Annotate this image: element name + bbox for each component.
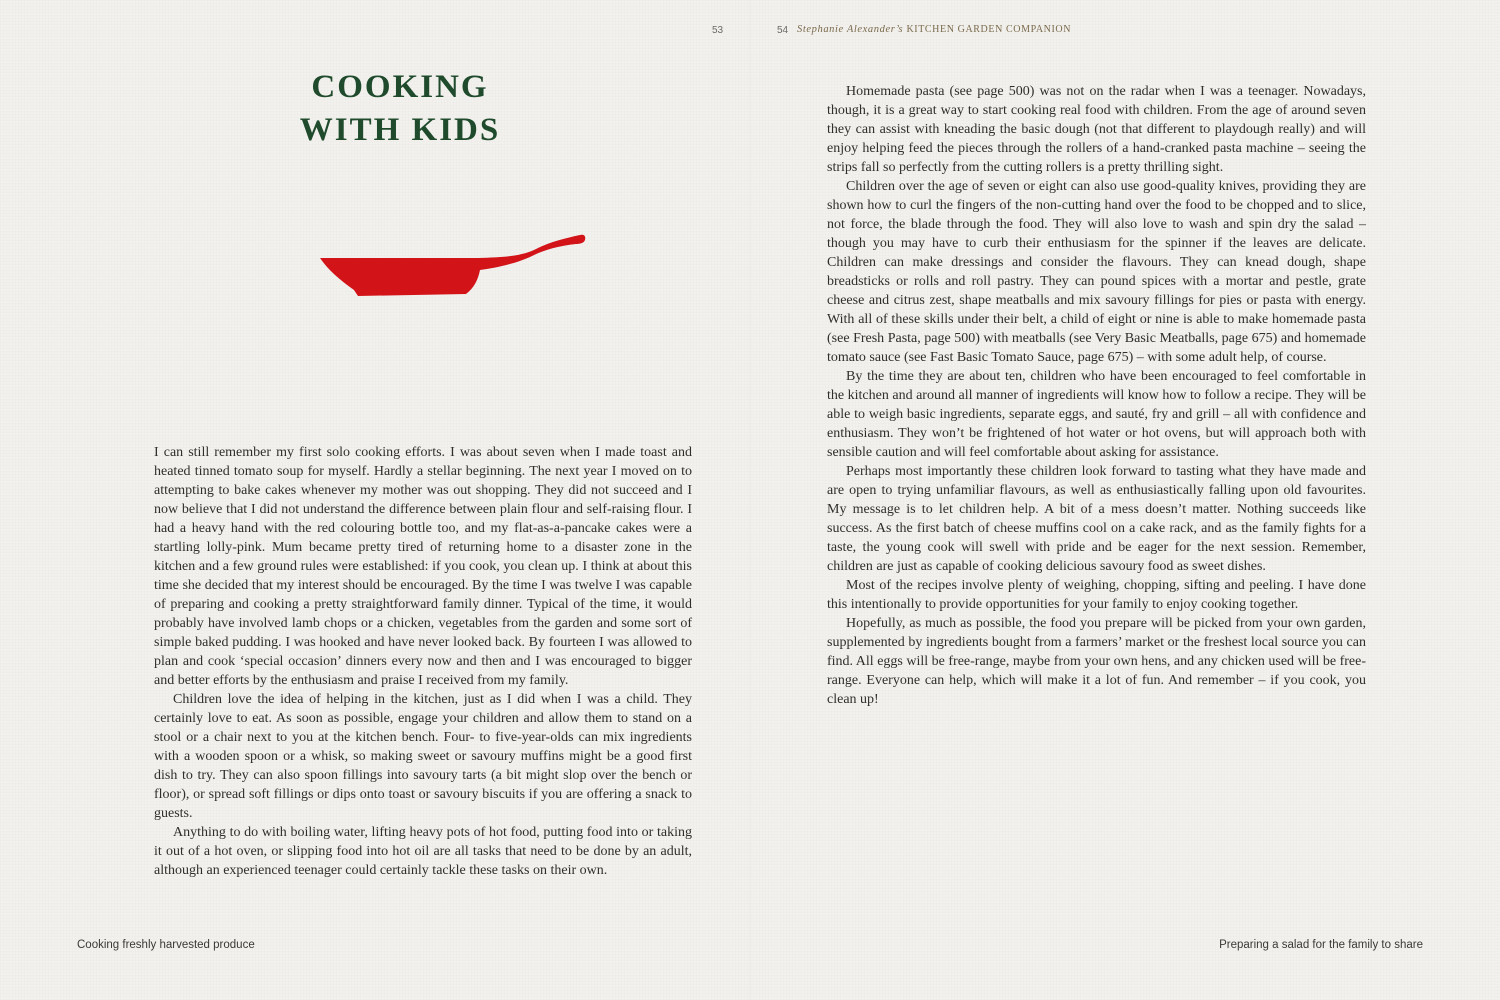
frying-pan-icon bbox=[318, 230, 588, 300]
running-head-author: Stephanie Alexander’s bbox=[797, 24, 904, 35]
paragraph: Children over the age of seven or eight can also use good-quality knives, providing they are shown how to curl the fingers of the non-cutting hand over the food to be chopped and to slice, not force, the blade through the food. They will also love to wash and spin dry the salad – though you may have to curb their enthusiasm for the spinner if the leaves are delicate. Children can make dressings and consider the flavours. They can knead dough, shape breadsticks or rolls and roll pastry. They can pound spices with a mortar and pestle, grate cheese and citrus zest, shape meatballs and mix savoury fillings for pies or pasta with energy. With all of these skills under their belt, a child of eight or nine is able to make homemade pasta (see Fresh Pasta, page 500) with meatballs (see Very Basic Meatballs, page 675) and homemade tomato sauce (see Fast Basic Tomato Sauce, page 675) – with some adult help, of course. bbox=[827, 179, 1366, 365]
paragraph: Children love the idea of helping in the kitchen, just as I did when I was a child. They certainly love to eat. As soon as possible, engage your children and allow them to stand on a stool or a chair next to you at the kitchen bench. Four- to five-year-olds can mix ingredients with a wooden spoon or a whisk, so making sweet or savoury muffins might be a good first dish to try. They can also spoon fillings into savoury tarts (a bit might slop over the bench or floor), or spread soft fillings or dips onto toast or savoury biscuits if you are offering a snack to guests. bbox=[154, 692, 692, 821]
right-page bbox=[750, 0, 1500, 1000]
running-head-book: KITCHEN GARDEN COMPANION bbox=[906, 24, 1072, 35]
paragraph: Perhaps most importantly these children look forward to tasting what they have made and are open to trying unfamiliar flavours, as well as enthusiastically falling upon old favourites. My message is to let children help. A bit of a mess doesn’t matter. Nothing succeeds like success. As the first batch of cheese muffins cool on a cake rack, and as the family fights for a taste, the young cook will swell with pride and be eager for the next session. Remember, children are just as capable of cooking delicious savoury food as sweet dishes. bbox=[827, 464, 1366, 574]
paragraph: Anything to do with boiling water, lifting heavy pots of hot food, putting food into or taking it out of a hot oven, or slipping food into hot oil are all tasks that need to be done by an adult, although an experienced teenager could certainly tackle these tasks on their own. bbox=[154, 825, 692, 878]
page-number-left: 53 bbox=[712, 25, 724, 36]
paragraph: Homemade pasta (see page 500) was not on the radar when I was a teenager. Nowadays, though, it is a great way to start cooking real food with children. From the age of around seven they can assist with kneading the basic dough (not that different to playdough really) and will enjoy helping feed the pieces through the rollers of a hand-cranked pasta machine – seeing the strips fall so perfectly from the cutting rollers is a pretty thrilling sight. bbox=[827, 84, 1366, 175]
chapter-title bbox=[270, 66, 530, 152]
running-head bbox=[797, 24, 1071, 35]
caption-right: Preparing a salad for the family to share bbox=[1219, 939, 1423, 951]
chapter-title-line-1: COOKING bbox=[311, 69, 489, 105]
right-body-text bbox=[827, 82, 1366, 709]
paragraph: Most of the recipes involve plenty of weighing, chopping, sifting and peeling. I have done this intentionally to provide opportunities for your family to enjoy cooking together. bbox=[827, 578, 1366, 612]
chapter-title-line-2: WITH KIDS bbox=[299, 112, 501, 148]
paragraph: I can still remember my first solo cooking efforts. I was about seven when I made toast and heated tinned tomato soup for myself. Hardly a stellar beginning. The next year I moved on to attempting to bake cakes whenever my mother was out shopping. They did not succeed and I now believe that I did not understand the difference between plain flour and self-raising flour. I had a heavy hand with the red colouring bottle too, and my flat-as-a-pancake cakes were a startling lolly-pink. Mum became pretty tired of returning home to a disaster zone in the kitchen and a few ground rules were established: if you cook, you clean up. I think at about this time she decided that my interest should be encouraged. By the time I was twelve I was capable of preparing and cooking a pretty straightforward family dinner. Typical of the time, it would probably have involved lamb chops or a chicken, vegetables from the garden and some sort of simple baked pudding. I was hooked and have never looked back. By fourteen I was allowed to plan and cook ‘special occasion’ dinners every now and then and I was encouraged to bigger and better efforts by the enthusiasm and praise I received from my family. bbox=[154, 445, 692, 688]
page-number-right: 54 bbox=[777, 25, 789, 36]
left-body-text bbox=[154, 443, 692, 880]
paragraph: By the time they are about ten, children who have been encouraged to feel comfortable in the kitchen and around all manner of ingredients will know how to follow a recipe. They will be able to weigh basic ingredients, separate eggs, and sauté, fry and grill – all with confidence and enthusiasm. They won’t be frightened of hot water or hot ovens, but will approach both with sensible caution and will feel comfortable about asking for assistance. bbox=[827, 369, 1366, 460]
caption-left: Cooking freshly harvested produce bbox=[77, 939, 255, 951]
paragraph: Hopefully, as much as possible, the food you prepare will be picked from your own garden, supplemented by ingredients bought from a farmers’ market or the freshest local source you can find. All eggs will be free-range, maybe from your own hens, and any chicken used will be free-range. Everyone can help, which will make it a lot of fun. And remember – if you cook, you clean up! bbox=[827, 616, 1366, 707]
